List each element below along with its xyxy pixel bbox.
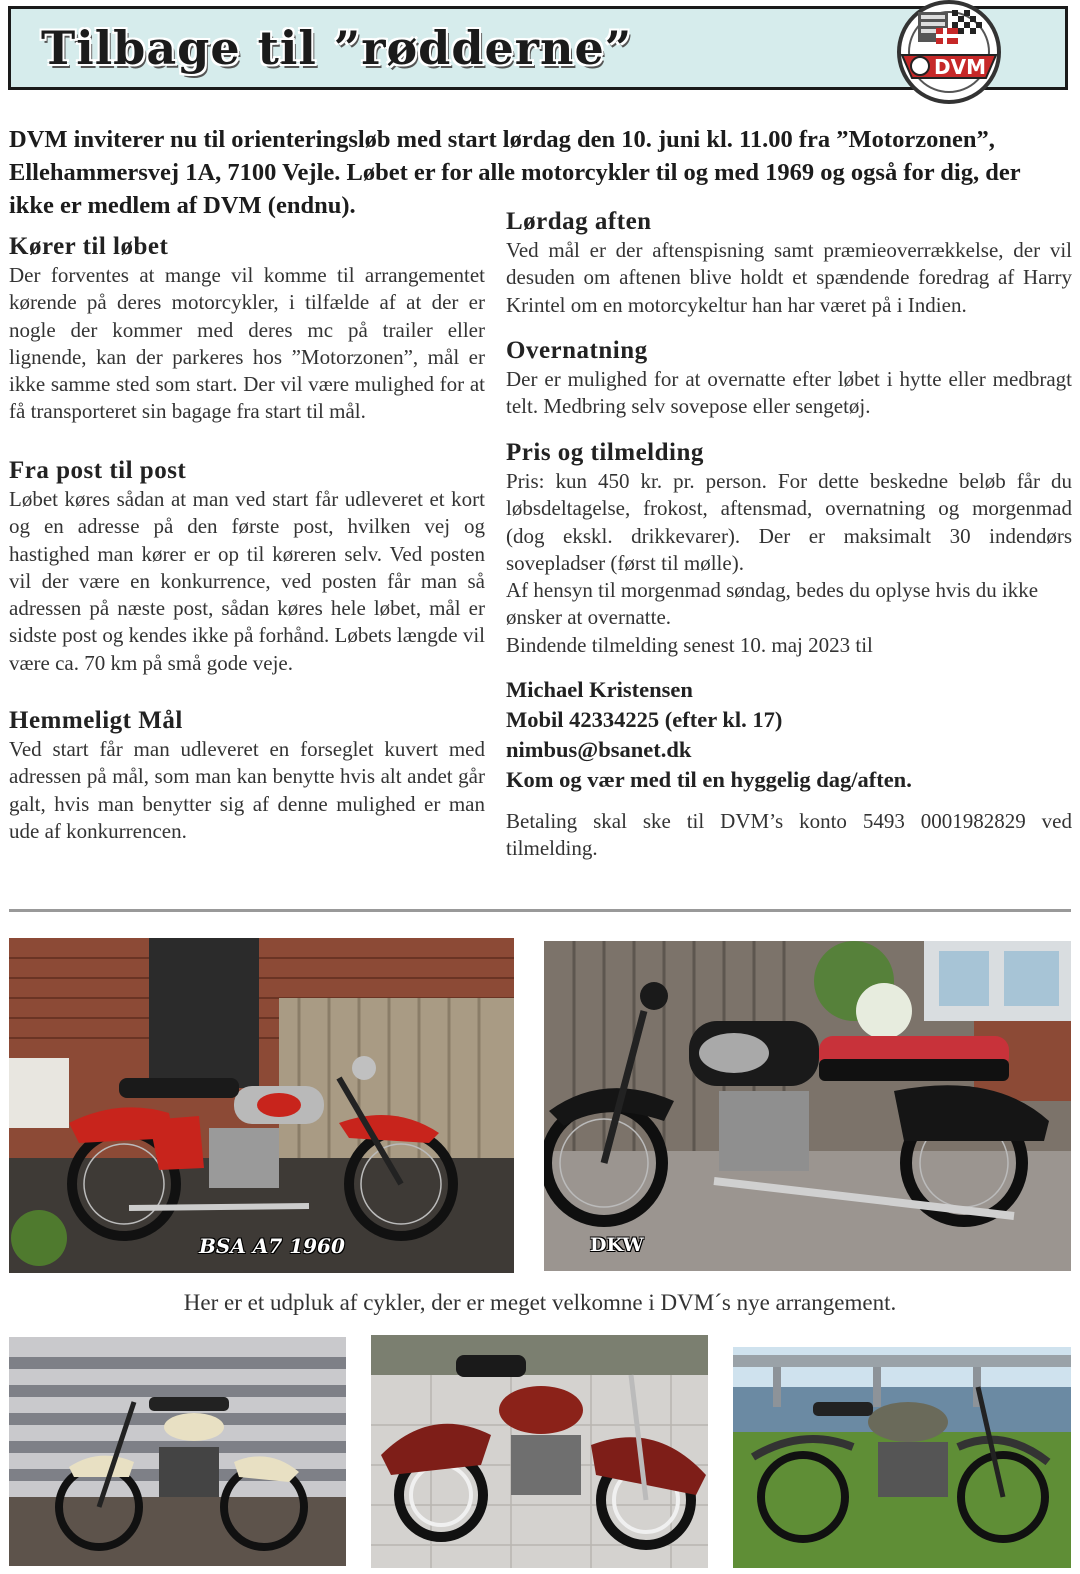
contact-phone: Mobil 42334225 (efter kl. 17) xyxy=(506,707,783,732)
divider xyxy=(9,909,1071,912)
section-heading: Hemmeligt Mål xyxy=(9,707,183,734)
section-overnatning xyxy=(506,336,1072,421)
dkw-label: DKW xyxy=(590,1234,644,1256)
dvm-logo xyxy=(890,0,1008,104)
section-body: Pris: kun 450 kr. pr. person. For dette beskedne beløb får du løbsdeltagelse, frokost, aftensmad, overnatning og morgenmad (dog ekskl. drikkevarer). Der er maksimalt 30 indendørs sovepladser (først til mølle). xyxy=(506,469,1072,575)
section-heading: Overnatning xyxy=(506,337,648,364)
intro-text: DVM inviterer nu til orienteringsløb med start lørdag den 10. juni kl. 11.00 fra ”Motorzonen”, Ellehammersvej 1A, 7100 Vejle. Løbet er for alle motorcykler til og med 1969 og også for dig, der ikke er medlem af DVM (endnu). xyxy=(9,126,1021,219)
section-fra-post xyxy=(9,456,485,677)
section-pris xyxy=(506,438,1072,659)
section-body-2: Af hensyn til morgenmad søndag, bedes du oplyse hvis du ikke ønsker at overnatte. xyxy=(506,578,1039,630)
section-heading: Fra post til post xyxy=(9,457,187,484)
contact-email[interactable]: nimbus@bsanet.dk xyxy=(506,737,692,762)
logo-text: DVM xyxy=(934,55,986,79)
contact-closing: Kom og vær med til en hyggelig dag/aften. xyxy=(506,767,912,792)
bsa-label: BSA A7 1960 xyxy=(199,1234,345,1258)
payment-info xyxy=(506,808,1072,863)
section-hemmeligt xyxy=(9,706,485,845)
payment-text: Betaling skal ske til DVM’s konto 5493 0001982829 ved tilmelding. xyxy=(506,809,1072,861)
photo-bsa xyxy=(9,938,514,1273)
section-body: Der er mulighed for at overnatte efter løbet i hytte eller medbragt telt. Medbring selv sovepose eller sengetøj. xyxy=(506,367,1072,419)
section-body: Ved mål er der aftenspisning samt præmieoverrækkelse, der vil desuden om aftenen blive holdt et spændende foredrag af Harry Krintel om en motorcykeltur han har været på i Indien. xyxy=(506,238,1072,317)
section-body: Ved start får man udleveret en forseglet kuvert med adressen på mål, som man kan benytte hvis alt andet går galt, hvis man benytter sig af denne mulighed er man ude af konkurrencen. xyxy=(9,737,485,843)
section-lordag xyxy=(506,207,1072,319)
section-body-3: Bindende tilmelding senest 10. maj 2023 til xyxy=(506,632,873,657)
page-title: Tilbage til ”rødderne” xyxy=(41,21,633,75)
photo-cream-bike xyxy=(9,1337,346,1566)
photo-caption: Her er et udpluk af cykler, der er meget velkomne i DVM´s nye arrangement. xyxy=(183,1290,897,1315)
photo-dkw xyxy=(544,941,1071,1271)
contact-block xyxy=(506,675,1072,795)
contact-name: Michael Kristensen xyxy=(506,677,693,702)
section-heading: Pris og tilmelding xyxy=(506,439,704,466)
photo-green-bike xyxy=(733,1347,1071,1568)
section-body: Der forventes at mange vil komme til arrangementet kørende på deres motorcykler, i tilfælde af at der er nogle der kommer med deres mc på trailer eller lignende, kan der parkeres hos ”Motorzonen”, mål er ikke samme sted som start. Der vil være mulighed for at få transporteret sin bagage fra start til mål. xyxy=(9,263,485,424)
section-heading: Lørdag aften xyxy=(506,208,652,235)
photo-red-bike xyxy=(371,1335,708,1568)
section-body: Løbet køres sådan at man ved start får udleveret et kort og en adresse på den første post, hvilken vej og hastighed man kører er op til køreren selv. Ved posten vil der være en konkurrence, ved posten får man så adressen på næste post, sådan køres hele løbet, mål er sidste post og kendes ikke på forhånd. Løbets længde vil være ca. 70 km på små gode veje. xyxy=(9,487,485,675)
section-korer xyxy=(9,232,485,426)
section-heading: Kører til løbet xyxy=(9,233,169,260)
